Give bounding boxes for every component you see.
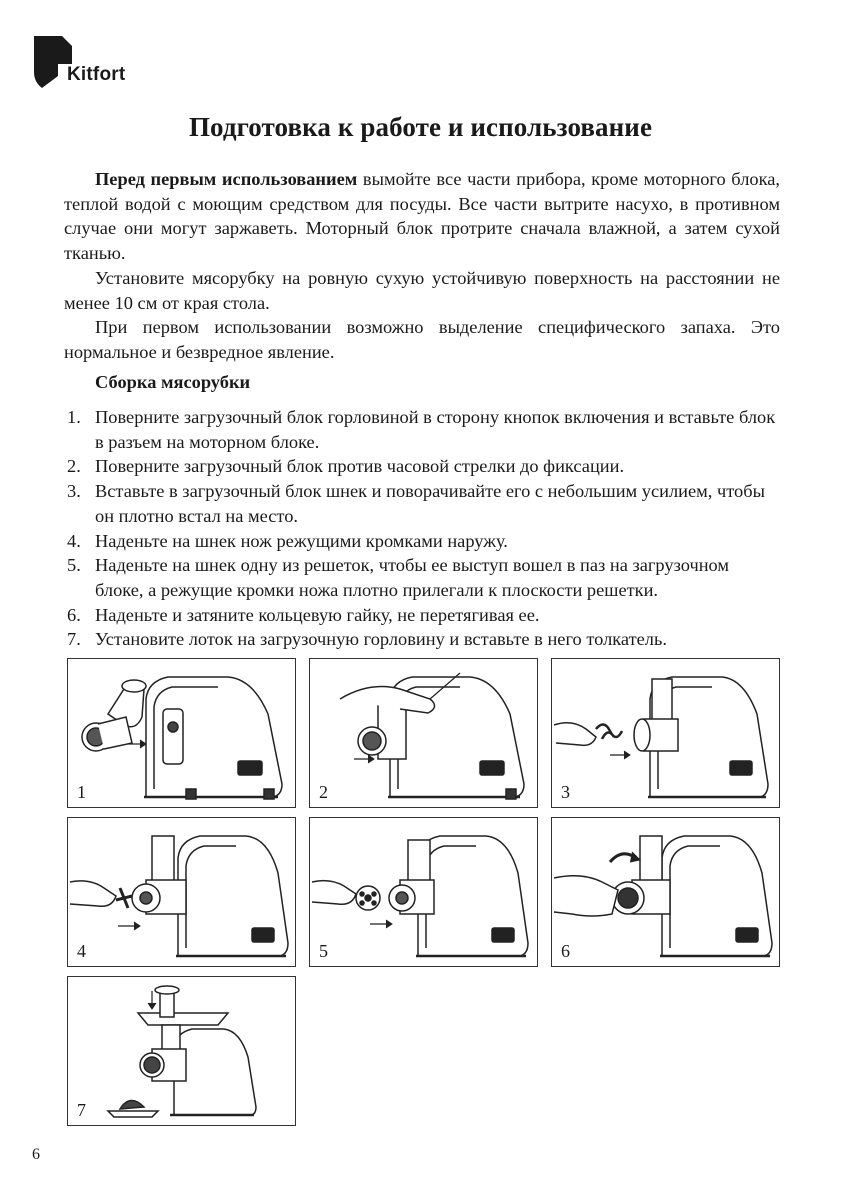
intro-bold-lead: Перед первым использованием xyxy=(95,169,358,189)
intro-paragraph-3: При первом использовании возможно выделение специфического запаха. Это нормальное и безвредное явление. xyxy=(64,317,780,362)
page-title: Подготовка к работе и использование xyxy=(188,112,653,142)
step-number: 2. xyxy=(67,456,81,477)
assembly-steps-list xyxy=(64,405,780,652)
figure-label: 6 xyxy=(561,941,570,961)
list-item xyxy=(64,529,780,554)
meat-grinder-illustration-icon xyxy=(68,659,296,808)
intro-section xyxy=(64,167,780,365)
step-text: Поверните загрузочный блок против часовой стрелки до фиксации. xyxy=(95,456,625,477)
list-item xyxy=(64,627,780,652)
meat-grinder-illustration-icon xyxy=(310,818,538,967)
step-text: Поверните загрузочный блок горловиной в сторону кнопок включения и вставьте блок в разъем на моторном блоке. xyxy=(95,407,776,452)
step-number: 5. xyxy=(67,555,81,576)
step-text: Установите лоток на загрузочную горловину и вставьте в него толкатель. xyxy=(95,629,667,650)
figure-step-5 xyxy=(309,817,538,967)
step-number: 4. xyxy=(67,530,81,551)
list-item xyxy=(64,603,780,628)
meat-grinder-illustration-icon xyxy=(552,818,780,967)
figure-step-3 xyxy=(551,658,780,808)
list-item xyxy=(64,479,780,528)
step-number: 6. xyxy=(67,604,81,625)
figure-step-2 xyxy=(309,658,538,808)
list-item xyxy=(64,405,780,454)
step-text: Наденьте на шнек нож режущими кромками наружу. xyxy=(95,530,508,551)
step-text: Вставьте в загрузочный блок шнек и поворачивайте его с небольшим усилием, чтобы он плотно встал на место. xyxy=(95,481,765,526)
figure-step-1 xyxy=(67,658,296,808)
intro-paragraph-1-text: вымойте все части прибора, кроме моторного блока, теплой водой с моющим средством для посуды. Все части вытрите насухо, в противном случае они могут заржаветь. Моторный блок протрите сначала влажной, а затем сухой тканью. xyxy=(64,169,780,264)
list-item xyxy=(64,454,780,479)
figure-label: 1 xyxy=(77,782,86,802)
meat-grinder-illustration-icon xyxy=(68,977,296,1126)
figure-label: 7 xyxy=(77,1100,86,1120)
intro-paragraph-2: Установите мясорубку на ровную сухую устойчивую поверхность на расстоянии не менее 10 см от края стола. xyxy=(64,267,780,313)
meat-grinder-illustration-icon xyxy=(68,818,296,967)
intro-paragraph-1 xyxy=(64,167,780,266)
meat-grinder-illustration-icon xyxy=(310,659,538,808)
figure-label: 5 xyxy=(319,941,328,961)
figure-label: 4 xyxy=(77,941,86,961)
step-number: 3. xyxy=(67,481,81,502)
figure-step-7 xyxy=(67,976,296,1126)
figure-step-6 xyxy=(551,817,780,967)
step-number: 7. xyxy=(67,629,81,650)
brand-logo-text: Kitfort xyxy=(67,64,126,85)
step-text: Наденьте на шнек одну из решеток, чтобы ее выступ вошел в паз на загрузочном блоке, а режущие кромки ножа плотно прилегали к плоскости решетки. xyxy=(95,555,730,600)
list-item xyxy=(64,553,780,602)
figure-step-4 xyxy=(67,817,296,967)
assembly-heading: Сборка мясорубки xyxy=(95,372,251,392)
figure-label: 2 xyxy=(319,782,328,802)
step-text: Наденьте и затяните кольцевую гайку, не перетягивая ее. xyxy=(95,604,540,625)
page-number: 6 xyxy=(32,1146,40,1163)
figure-label: 3 xyxy=(561,782,570,802)
meat-grinder-illustration-icon xyxy=(552,659,780,808)
step-number: 1. xyxy=(67,407,81,427)
